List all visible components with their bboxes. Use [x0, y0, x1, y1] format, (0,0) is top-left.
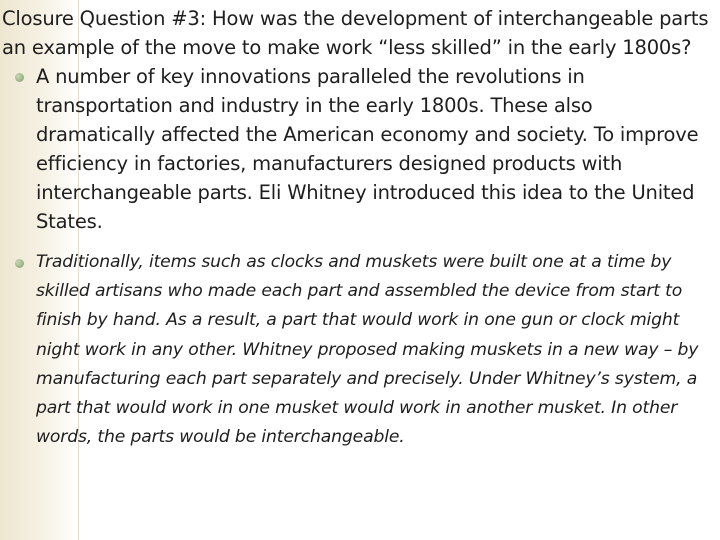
- bullet-dot-icon: [15, 73, 24, 82]
- slide-title: Closure Question #3: How was the development of interchangeable parts an example of the move to make work “less skilled” in the early 1800s?: [2, 7, 709, 59]
- slide-content: [2, 4, 716, 452]
- bullet-text-2: Traditionally, items such as clocks and muskets were built one at a time by skilled artisans who made each part and assembled the device from start to finish by hand. As a result, a part that would work in one gun or clock might night work in any other. Whitney proposed making muskets in a new way – by manufacturing each part separately and precisely. Under Whitney’s system, a part that would work in one musket would work in another musket. In other words, the parts would be interchangeable.: [36, 252, 699, 448]
- bullet-text-1: A number of key innovations paralleled the revolutions in transportation and industry in the early 1800s. These also dramatically affected the American economy and society. To improve efficiency in factories, manufacturers designed products with interchangeable parts. Eli Whitney introduced this idea to the United States.: [36, 65, 699, 233]
- bullet-item-1: [2, 62, 716, 236]
- bullet-item-2: [2, 248, 716, 452]
- bullet-dot-icon: [15, 259, 24, 268]
